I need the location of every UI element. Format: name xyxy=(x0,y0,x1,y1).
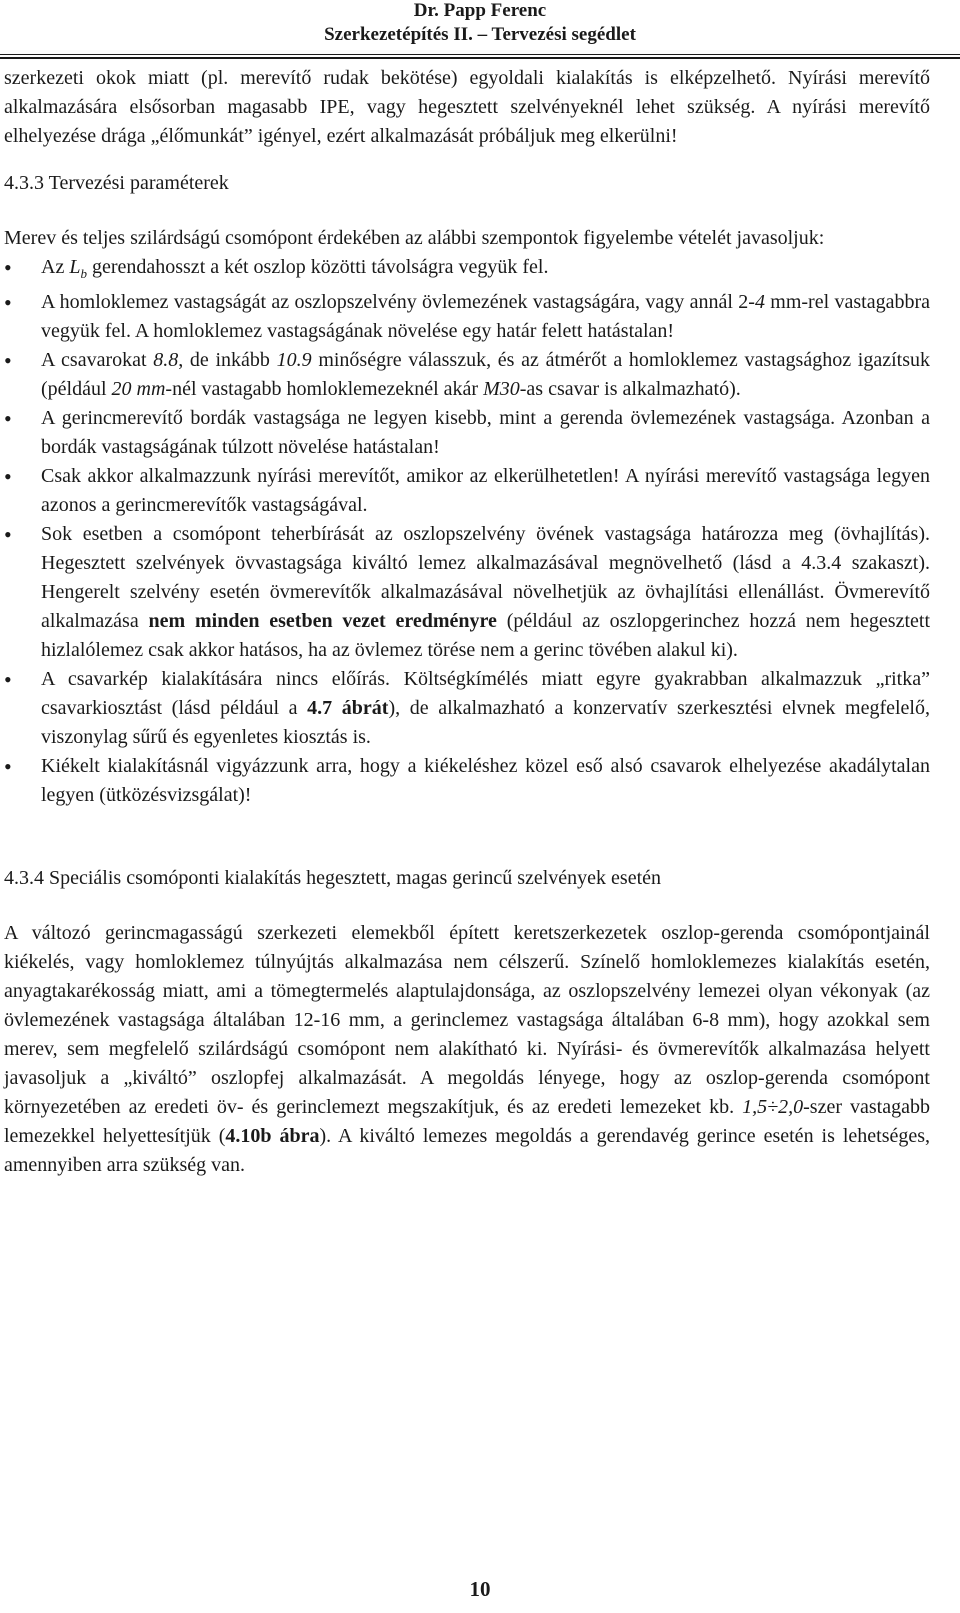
list-item: • Az $L_b$ gerendahosszt a két oszlop közötti távolságra vegyük fel. xyxy=(4,253,930,288)
header-rule-thin xyxy=(0,54,960,55)
intro-paragraph: szerkezeti okok miatt (pl. merevítő rudak bekötése) egyoldali kialakítás is elképzelhető. Nyírási merevítő alkalmazására elsősorban magasabb IPE, vagy hegesztett szelvényeknél lehet szükség. A nyírási merevítő elhelyezése drága „élőmunkát” igényel, ezért alkalmazását próbáljuk meg elkerülni! xyxy=(4,67,930,147)
header-subtitle: Szerkezetépítés II. – Tervezési segédlet xyxy=(324,24,636,45)
list-item: • Kiékelt kialakításnál vigyázzunk arra, hogy a kiékeléshez közel eső alsó csavarok elhelyezése akadálytalan legyen (ütközésvizsgálat)! xyxy=(4,752,930,810)
header-rule-thick xyxy=(0,57,960,59)
list-item: • A homloklemez vastagságát az oszlopszelvény övlemezének vastagságára, vagy annál 2-4 mm-rel vastagabbra vegyük fel. A homloklemez vastagságának növelése egy határ felett hatástalan! xyxy=(4,288,930,346)
page-body xyxy=(4,64,930,1180)
list-item: • Sok esetben a csomópont teherbírását az oszlopszelvény övének vastagsága határozza meg (övhajlítás). Hegesztett szelvények övvastagsága kiváltó lemez alkalmazásával megnövelhető (lásd a 4.3.4 szakaszt). Hengerelt szelvény esetén övmerevítők alkalmazásával növelhetjük az övhajlítási ellenállást. Övmerevítő alkalmazása nem minden esetben vezet eredményre (például az oszlopgerinchez hozzá nem hegesztett hizlalólemez csak akkor hatásos, ha az övlemez törése nem a gerinc tövében alakul ki). xyxy=(4,520,930,665)
list-item: • A csavarkép kialakítására nincs előírás. Költségkímélés miatt egyre gyakrabban alkalmazzuk „ritka” csavarkiosztást (lásd például a 4.7 ábrát), de alkalmazható a konzervatív szerkesztési elvnek megfelelő, viszonylag sűrű és egyenletes kiosztás is. xyxy=(4,665,930,752)
section-heading-434: 4.3.4 Speciális csomóponti kialakítás hegesztett, magas gerincű szelvények esetén xyxy=(4,867,662,889)
section-heading-433: 4.3.3 Tervezési paraméterek xyxy=(4,172,229,194)
section-434-paragraph: A változó gerincmagasságú szerkezeti elemekből épített keretszerkezetek oszlop-gerenda csomópontjainál kiékelés, vagy homloklemez túlnyújtás alkalmazása nem célszerű. Színelő homloklemezes kialakítás esetén, anyagtakarékosság miatt, ami a tömegtermelés alaptulajdonsága, az oszlopszelvény lemezei olyan vékonyak (az övlemezének vastagsága általában 12-16 mm, a gerinclemez vastagsága általában 6-8 mm), hogy azokkal sem merev, sem megfelelő szilárdságú csomópont nem alakítható ki. Nyírási- és övmerevítők alkalmazása helyett javasoljuk a „kiváltó” oszlopfej alkalmazását. A megoldás lényege, hogy az oszlop-gerenda csomópont környezetében az eredeti öv- és gerinclemezt megszakítjuk, és az eredeti lemezeket kb. 1,5÷2,0-szer vastagabb lemezekkel helyettesítjük (4.10b ábra). A kiváltó lemezes megoldás a gerendavég gerince esetén is lehetséges, amennyiben arra szükség van. xyxy=(4,922,931,1176)
list-item: • A csavarokat 8.8, de inkább 10.9 minőségre válasszuk, és az átmérőt a homloklemez vastagsághoz igazítsuk (például 20 mm-nél vastagabb homloklemezeknél akár M30-as csavar is alkalmazható). xyxy=(4,346,930,404)
page-header xyxy=(0,0,960,47)
list-item: • A gerincmerevítő bordák vastagsága ne legyen kisebb, mint a gerenda övlemezének vastagsága. Azonban a bordák vastagságának túlzott növelése hatástalan! xyxy=(4,404,930,462)
list-item: • Csak akkor alkalmazzunk nyírási merevítőt, amikor az elkerülhetetlen! A nyírási merevítő vastagsága legyen azonos a gerincmerevítők vastagságával. xyxy=(4,462,930,520)
header-author: Dr. Papp Ferenc xyxy=(413,0,547,21)
section-433-lead: Merev és teljes szilárdságú csomópont érdekében az alábbi szempontok figyelembe vételét javasoljuk: xyxy=(4,227,825,249)
parameter-list xyxy=(4,253,930,810)
page-number: 10 xyxy=(469,1577,491,1601)
